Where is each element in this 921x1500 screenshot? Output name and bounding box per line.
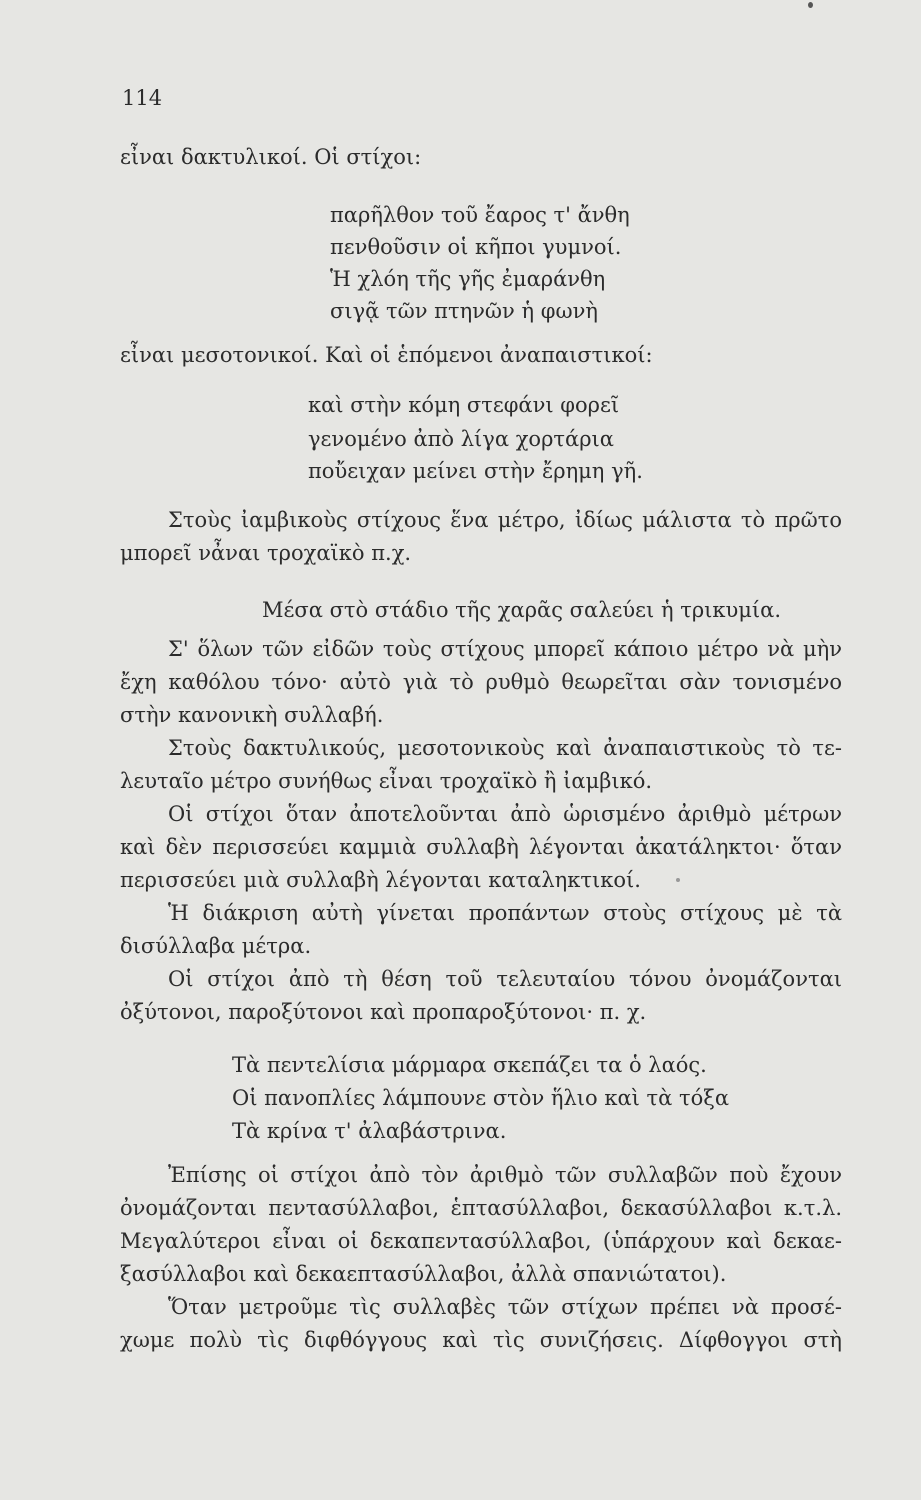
verse-line: γενομένο ἀπὸ λίγα χορτάρια <box>308 427 614 451</box>
text-line: Ὅταν μετροῦμε τὶς συλλαβὲς τῶν στίχων πρέπει νὰ προσέ- <box>168 1295 842 1319</box>
text-line: ἔχη καθόλου τόνο· αὐτὸ γιὰ τὸ ρυθμὸ θεωρεῖται σὰν τονισμένο <box>120 670 842 694</box>
verse-line: Μέσα στὸ στάδιο τῆς χαρᾶς σαλεύει ἡ τρικυμία. <box>262 598 782 622</box>
text-line: εἶναι μεσοτονικοί. Καὶ οἱ ἑπόμενοι ἀναπαιστικοί: <box>120 343 653 367</box>
text-line: Μεγαλύτεροι εἶναι οἱ δεκαπεντασύλλαβοι, (ὑπάρχουν καὶ δεκαε- <box>120 1229 842 1253</box>
verse-line: Οἱ πανοπλίες λάμπουνε στὸν ἥλιο καὶ τὰ τόξα <box>232 1086 730 1110</box>
text-line: Ἡ διάκριση αὐτὴ γίνεται προπάντων στοὺς στίχους μὲ τὰ <box>168 901 842 925</box>
text-line: χωμε πολὺ τὶς διφθόγγους καὶ τὶς συνιζήσεις. Δίφθογγοι στὴ <box>120 1328 842 1352</box>
text-line: Οἱ στίχοι ὅταν ἀποτελοῦνται ἀπὸ ὡρισμένο ἀριθμὸ μέτρων <box>168 802 842 826</box>
text-line: μπορεῖ νἆναι τροχαϊκὸ π.χ. <box>120 541 412 565</box>
text-line: δισύλλαβα μέτρα. <box>120 934 312 958</box>
text-line: καὶ δὲν περισσεύει καμμιὰ συλλαβὴ λέγονται ἀκατάληκτοι· ὅταν <box>120 835 842 859</box>
text-line: ὀνομάζονται πεντασύλλαβοι, ἑπτασύλλαβοι, δεκασύλλαβοι κ.τ.λ. <box>120 1196 842 1220</box>
verse-line: παρῆλθον τοῦ ἔαρος τ' ἄνθη <box>330 203 630 227</box>
verse-line: καὶ στὴν κόμη στεφάνι φορεῖ <box>308 393 620 417</box>
text-line: περισσεύει μιὰ συλλαβὴ λέγονται καταληκτικοί. <box>120 868 641 892</box>
verse-line: σιγᾷ τῶν πτηνῶν ἡ φωνὴ <box>330 299 598 323</box>
verse-line: Ἡ χλόη τῆς γῆς ἐμαράνθη <box>330 267 606 291</box>
verse-line: πενθοῦσιν οἱ κῆποι γυμνοί. <box>330 235 622 259</box>
text-line: στὴν κανονικὴ συλλαβή. <box>120 703 384 727</box>
text-line: λευταῖο μέτρο συνήθως εἶναι τροχαϊκὸ ἢ ἰαμβικό. <box>120 769 653 793</box>
print-speck <box>808 2 813 8</box>
verse-line: Τὰ πεντελίσια μάρμαρα σκεπάζει τα ὁ λαός. <box>232 1053 707 1077</box>
print-speck <box>676 878 680 882</box>
page-number: 114 <box>122 86 163 110</box>
text-line: Ἐπίσης οἱ στίχοι ἀπὸ τὸν ἀριθμὸ τῶν συλλαβῶν ποὺ ἔχουν <box>168 1163 842 1187</box>
text-line: Οἱ στίχοι ἀπὸ τὴ θέση τοῦ τελευταίου τόνου ὀνομάζονται <box>168 967 842 991</box>
verse-line: Τὰ κρίνα τ' ἀλαβάστρινα. <box>232 1119 507 1143</box>
text-line: Σ' ὅλων τῶν εἰδῶν τοὺς στίχους μπορεῖ κάποιο μέτρο νὰ μὴν <box>168 637 842 661</box>
text-line: Στοὺς δακτυλικούς, μεσοτονικοὺς καὶ ἀναπαιστικοὺς τὸ τε- <box>168 736 842 760</box>
verse-line: ποὔειχαν μείνει στὴν ἔρημη γῆ. <box>308 459 643 483</box>
text-line: ξασύλλαβοι καὶ δεκαεπτασύλλαβοι, ἀλλὰ σπανιώτατοι). <box>120 1262 727 1286</box>
text-line: Στοὺς ἰαμβικοὺς στίχους ἕνα μέτρο, ἰδίως μάλιστα τὸ πρῶτο <box>168 508 842 532</box>
text-line: εἶναι δακτυλικοί. Οἱ στίχοι: <box>120 145 422 169</box>
text-line: ὀξύτονοι, παροξύτονοι καὶ προπαροξύτονοι· π. χ. <box>120 1000 647 1024</box>
